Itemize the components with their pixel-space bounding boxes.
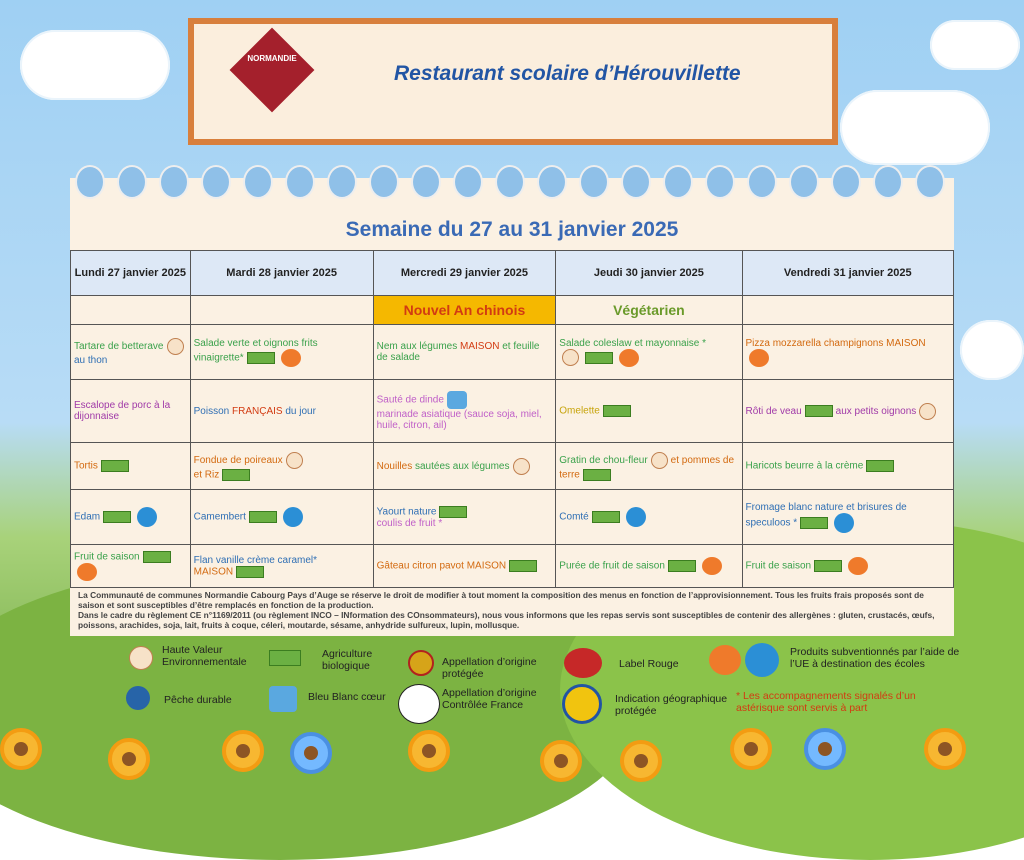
flower-decoration xyxy=(730,728,772,770)
menu-cell: Pizza mozzarella champignons MAISON xyxy=(742,325,954,380)
logo-text: NORMANDIE xyxy=(247,54,297,63)
note-line: Dans le cadre du règlement CE n°1169/2011 (ou règlement INCO – INformation des COnsommateurs), nous vous informons que les repas servis sont susceptibles de contenir des allergènes : gluten, crustacés, œufs, poissons, arachides, soja, lait, fruits à coque, céleri, moutarde, sésame, anhydride sulfureux, lupin, mollusque. xyxy=(78,610,935,631)
legend-ue: Produits subventionnés par l’aide de l’UE à destination des écoles xyxy=(790,646,960,670)
spiral-ring xyxy=(537,165,567,199)
legend-label-rouge: Label Rouge xyxy=(619,658,679,670)
cloud xyxy=(960,320,1024,380)
spiral-ring xyxy=(453,165,483,199)
aop-icon xyxy=(408,650,434,676)
page-title: Restaurant scolaire d’Hérouvillette xyxy=(394,62,741,85)
hve-icon xyxy=(562,349,579,366)
spiral-ring xyxy=(915,165,945,199)
bleu-blanc-coeur-icon xyxy=(447,391,467,409)
spiral-ring xyxy=(243,165,273,199)
menu-cell: Salade coleslaw et mayonnaise * xyxy=(556,325,742,380)
spiral-ring xyxy=(705,165,735,199)
special-vegetarian: Végétarien xyxy=(556,296,742,325)
hve-icon xyxy=(167,338,184,355)
spiral-ring xyxy=(831,165,861,199)
legend-bbc: Bleu Blanc cœur xyxy=(308,691,386,703)
spiral-ring xyxy=(285,165,315,199)
menu-cell: Comté xyxy=(556,490,742,545)
ue-apple-icon xyxy=(77,563,97,581)
day-header: Jeudi 30 janvier 2025 xyxy=(556,251,742,296)
day-header: Mardi 28 janvier 2025 xyxy=(190,251,373,296)
cloud xyxy=(840,90,990,165)
ue-school-icon xyxy=(834,513,854,533)
menu-cell: Fruit de saison xyxy=(71,545,191,588)
bleu-blanc-coeur-icon xyxy=(269,686,297,712)
menu-cell: Tortis xyxy=(71,443,191,490)
spiral-ring xyxy=(789,165,819,199)
ue-school-icon xyxy=(745,643,779,677)
flower-decoration xyxy=(0,728,42,770)
menu-cell: Yaourt nature coulis de fruit * xyxy=(373,490,556,545)
ue-school-icon xyxy=(137,507,157,527)
menu-cell: Fondue de poireaux et Riz xyxy=(190,443,373,490)
special-cell xyxy=(742,296,954,325)
spiral-ring xyxy=(201,165,231,199)
bio-icon xyxy=(509,560,537,572)
menu-cell: Escalope de porc à la dijonnaise xyxy=(71,380,191,443)
bio-icon xyxy=(668,560,696,572)
ue-school-icon xyxy=(626,507,646,527)
hve-icon xyxy=(513,458,530,475)
bio-icon xyxy=(247,352,275,364)
menu-cell: Sauté de dinde marinade asiatique (sauce soja, miel, huile, citron, ail) xyxy=(373,380,556,443)
flower-decoration xyxy=(804,728,846,770)
ue-apple-icon xyxy=(709,645,741,675)
bio-icon xyxy=(800,517,828,529)
ue-apple-icon xyxy=(619,349,639,367)
menu-cell: Haricots beurre à la crème xyxy=(742,443,954,490)
flower-decoration xyxy=(408,730,450,772)
menu-table xyxy=(70,250,954,588)
flower-decoration xyxy=(924,728,966,770)
header-board xyxy=(188,18,838,145)
cloud xyxy=(930,20,1020,70)
peche-durable-icon xyxy=(126,686,150,710)
hve-icon xyxy=(286,452,303,469)
aoc-icon xyxy=(398,684,440,724)
spiral-ring xyxy=(369,165,399,199)
flower-decoration xyxy=(620,740,662,782)
spiral-ring xyxy=(747,165,777,199)
menu-cell: Omelette xyxy=(556,380,742,443)
cloud xyxy=(20,30,170,100)
bio-icon xyxy=(269,650,301,666)
notes xyxy=(78,590,948,630)
hve-icon xyxy=(651,452,668,469)
menu-cell: Gratin de chou-fleur et pommes de terre xyxy=(556,443,742,490)
bio-icon xyxy=(866,460,894,472)
ue-apple-icon xyxy=(749,349,769,367)
flower-decoration xyxy=(540,740,582,782)
menu-cell: Salade verte et oignons frits vinaigrette* xyxy=(190,325,373,380)
bio-icon xyxy=(805,405,833,417)
week-title: Semaine du 27 au 31 janvier 2025 xyxy=(345,218,679,241)
legend-aoc: Appellation d’origine Contrôlée France xyxy=(442,687,537,711)
spiral-ring xyxy=(663,165,693,199)
day-header: Mercredi 29 janvier 2025 xyxy=(373,251,556,296)
day-header: Lundi 27 janvier 2025 xyxy=(71,251,191,296)
hve-icon xyxy=(129,646,153,670)
bio-icon xyxy=(583,469,611,481)
menu-cell: Nem aux légumes MAISON et feuille de salade xyxy=(373,325,556,380)
flower-decoration xyxy=(108,738,150,780)
menu-cell: Gâteau citron pavot MAISON xyxy=(373,545,556,588)
ue-apple-icon xyxy=(281,349,301,367)
special-cell xyxy=(71,296,191,325)
ue-school-icon xyxy=(283,507,303,527)
bio-icon xyxy=(143,551,171,563)
menu-cell: Edam xyxy=(71,490,191,545)
legend-igp: Indication géographique protégée xyxy=(615,693,728,717)
menu-cell: Tartare de betteraveau thon xyxy=(71,325,191,380)
bio-icon xyxy=(101,460,129,472)
bio-icon xyxy=(103,511,131,523)
bio-icon xyxy=(236,566,264,578)
menu-cell: Camembert xyxy=(190,490,373,545)
day-header: Vendredi 31 janvier 2025 xyxy=(742,251,954,296)
spiral-ring xyxy=(495,165,525,199)
special-cell xyxy=(190,296,373,325)
spiral-ring xyxy=(327,165,357,199)
ue-apple-icon xyxy=(702,557,722,575)
flower-decoration xyxy=(222,730,264,772)
spiral-ring xyxy=(159,165,189,199)
menu-cell: Poisson FRANÇAIS du jour xyxy=(190,380,373,443)
menu-cell: Rôti de veau aux petits oignons xyxy=(742,380,954,443)
hve-icon xyxy=(919,403,936,420)
bio-icon xyxy=(249,511,277,523)
menu-cell: Fromage blanc nature et brisures de speculoos * xyxy=(742,490,954,545)
spiral-ring xyxy=(75,165,105,199)
bio-icon xyxy=(439,506,467,518)
bio-icon xyxy=(222,469,250,481)
igp-icon xyxy=(562,684,602,724)
menu-cell: Fruit de saison xyxy=(742,545,954,588)
legend-bio: Agriculture biologique xyxy=(322,648,373,672)
logo xyxy=(230,28,315,113)
spiral-ring xyxy=(117,165,147,199)
legend-hve: Haute Valeur Environnementale xyxy=(162,644,247,668)
legend-aop: Appellation d’origine protégée xyxy=(442,656,537,680)
bio-icon xyxy=(603,405,631,417)
bio-icon xyxy=(814,560,842,572)
legend-asterisk: * Les accompagnements signalés d’un astérisque sont servis à part xyxy=(736,690,916,714)
spiral-ring xyxy=(411,165,441,199)
note-line: La Communauté de communes Normandie Cabourg Pays d’Auge se réserve le droit de modifier à tout moment la composition des menus en fonction de l’approvisionnement. Tous les fruits frais proposés sont de saison et sont susceptibles d’être remplacés en fonction de la production. xyxy=(78,590,924,611)
spiral-ring xyxy=(579,165,609,199)
bio-icon xyxy=(585,352,613,364)
legend-peche: Pêche durable xyxy=(164,694,232,706)
menu-cell: Flan vanille crème caramel* MAISON xyxy=(190,545,373,588)
spiral-ring xyxy=(873,165,903,199)
menu-cell: Purée de fruit de saison xyxy=(556,545,742,588)
label-rouge-icon xyxy=(564,648,602,678)
menu-cell: Nouilles sautées aux légumes xyxy=(373,443,556,490)
ue-apple-icon xyxy=(848,557,868,575)
bio-icon xyxy=(592,511,620,523)
special-new-year: Nouvel An chinois xyxy=(373,296,556,325)
spiral-ring xyxy=(621,165,651,199)
